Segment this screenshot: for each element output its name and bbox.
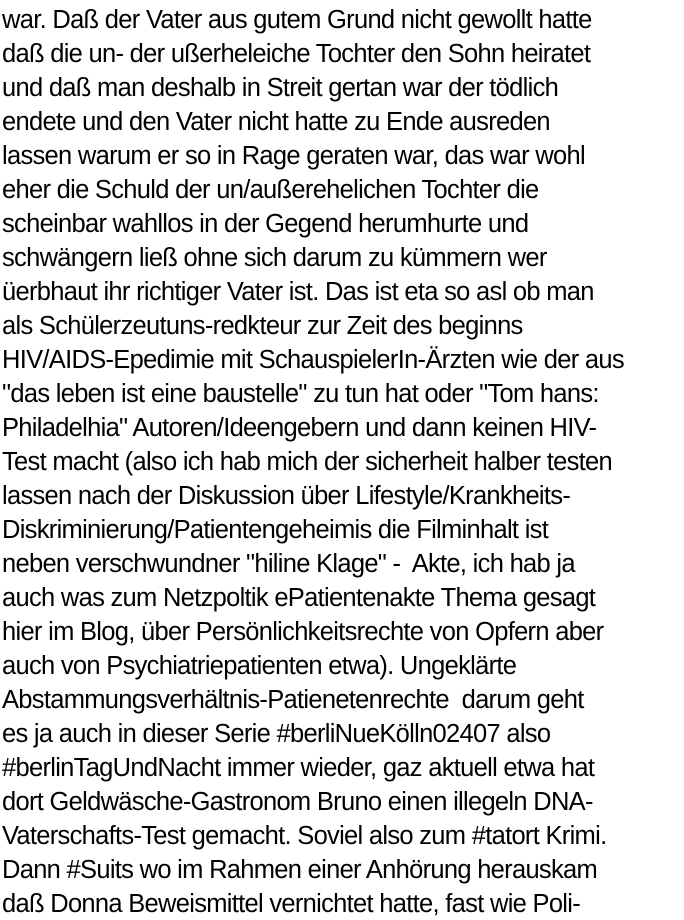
text-line: schwängern ließ ohne sich darum zu kümmern wer — [2, 244, 547, 272]
text-line: "das leben ist eine baustelle" zu tun hat oder "Tom hans: — [2, 380, 599, 408]
text-line: Abstammungsverhältnis-Patienetenrechte darum geht — [2, 686, 584, 714]
text-line: war. Daß der Vater aus gutem Grund nicht gewollt hatte — [2, 6, 592, 34]
text-line: lassen nach der Diskussion über Lifestyle/Krankheits- — [2, 482, 571, 510]
text-line: #berlinTagUndNacht immer wieder, gaz aktuell etwa hat — [2, 754, 595, 782]
text-line: eher die Schuld der un/außerehelichen Tochter die — [2, 176, 539, 204]
text-line: üerbhaut ihr richtiger Vater ist. Das ist eta so asl ob man — [2, 278, 594, 306]
text-line: als Schülerzeutuns-redkteur zur Zeit des beginns — [2, 312, 523, 340]
text-line: lassen warum er so in Rage geraten war, das war wohl — [2, 142, 585, 170]
text-line: neben verschwundner "hiline Klage" - Akte, ich hab ja — [2, 550, 575, 578]
text-line: und daß man deshalb in Streit gertan war der tödlich — [2, 74, 559, 102]
text-line: es ja auch in dieser Serie #berliNueKölln02407 also — [2, 720, 551, 748]
text-line: Philadelhia" Autoren/Ideengebern und dann keinen HIV- — [2, 414, 597, 442]
text-line: Vaterschafts-Test gemacht. Soviel also zum #tatort Krimi. — [2, 822, 607, 850]
text-block — [2, 3, 684, 920]
text-line: auch was zum Netzpoltik ePatientenakte Thema gesagt — [2, 584, 596, 612]
text-line: dort Geldwäsche-Gastronom Bruno einen illegeln DNA- — [2, 788, 593, 816]
text-line: Test macht (also ich hab mich der sicherheit halber testen — [2, 448, 612, 476]
text-line: hier im Blog, über Persönlichkeitsrechte von Opfern aber — [2, 618, 604, 646]
text-line: scheinbar wahllos in der Gegend herumhurte und — [2, 210, 529, 238]
text-line: HIV/AIDS-Epedimie mit SchauspielerIn-Ärzten wie der aus — [2, 346, 624, 374]
text-line: daß die un- der ußerheleiche Tochter den Sohn heiratet — [2, 40, 591, 68]
text-line: Diskriminierung/Patientengeheimis die Filminhalt ist — [2, 516, 549, 544]
text-line: daß Donna Beweismittel vernichtet hatte, fast wie Poli- — [2, 890, 581, 918]
text-line: auch von Psychiatriepatienten etwa). Ungeklärte — [2, 652, 517, 680]
text-line: endete und den Vater nicht hatte zu Ende ausreden — [2, 108, 550, 136]
text-line: Dann #Suits wo im Rahmen einer Anhörung herauskam — [2, 856, 598, 884]
